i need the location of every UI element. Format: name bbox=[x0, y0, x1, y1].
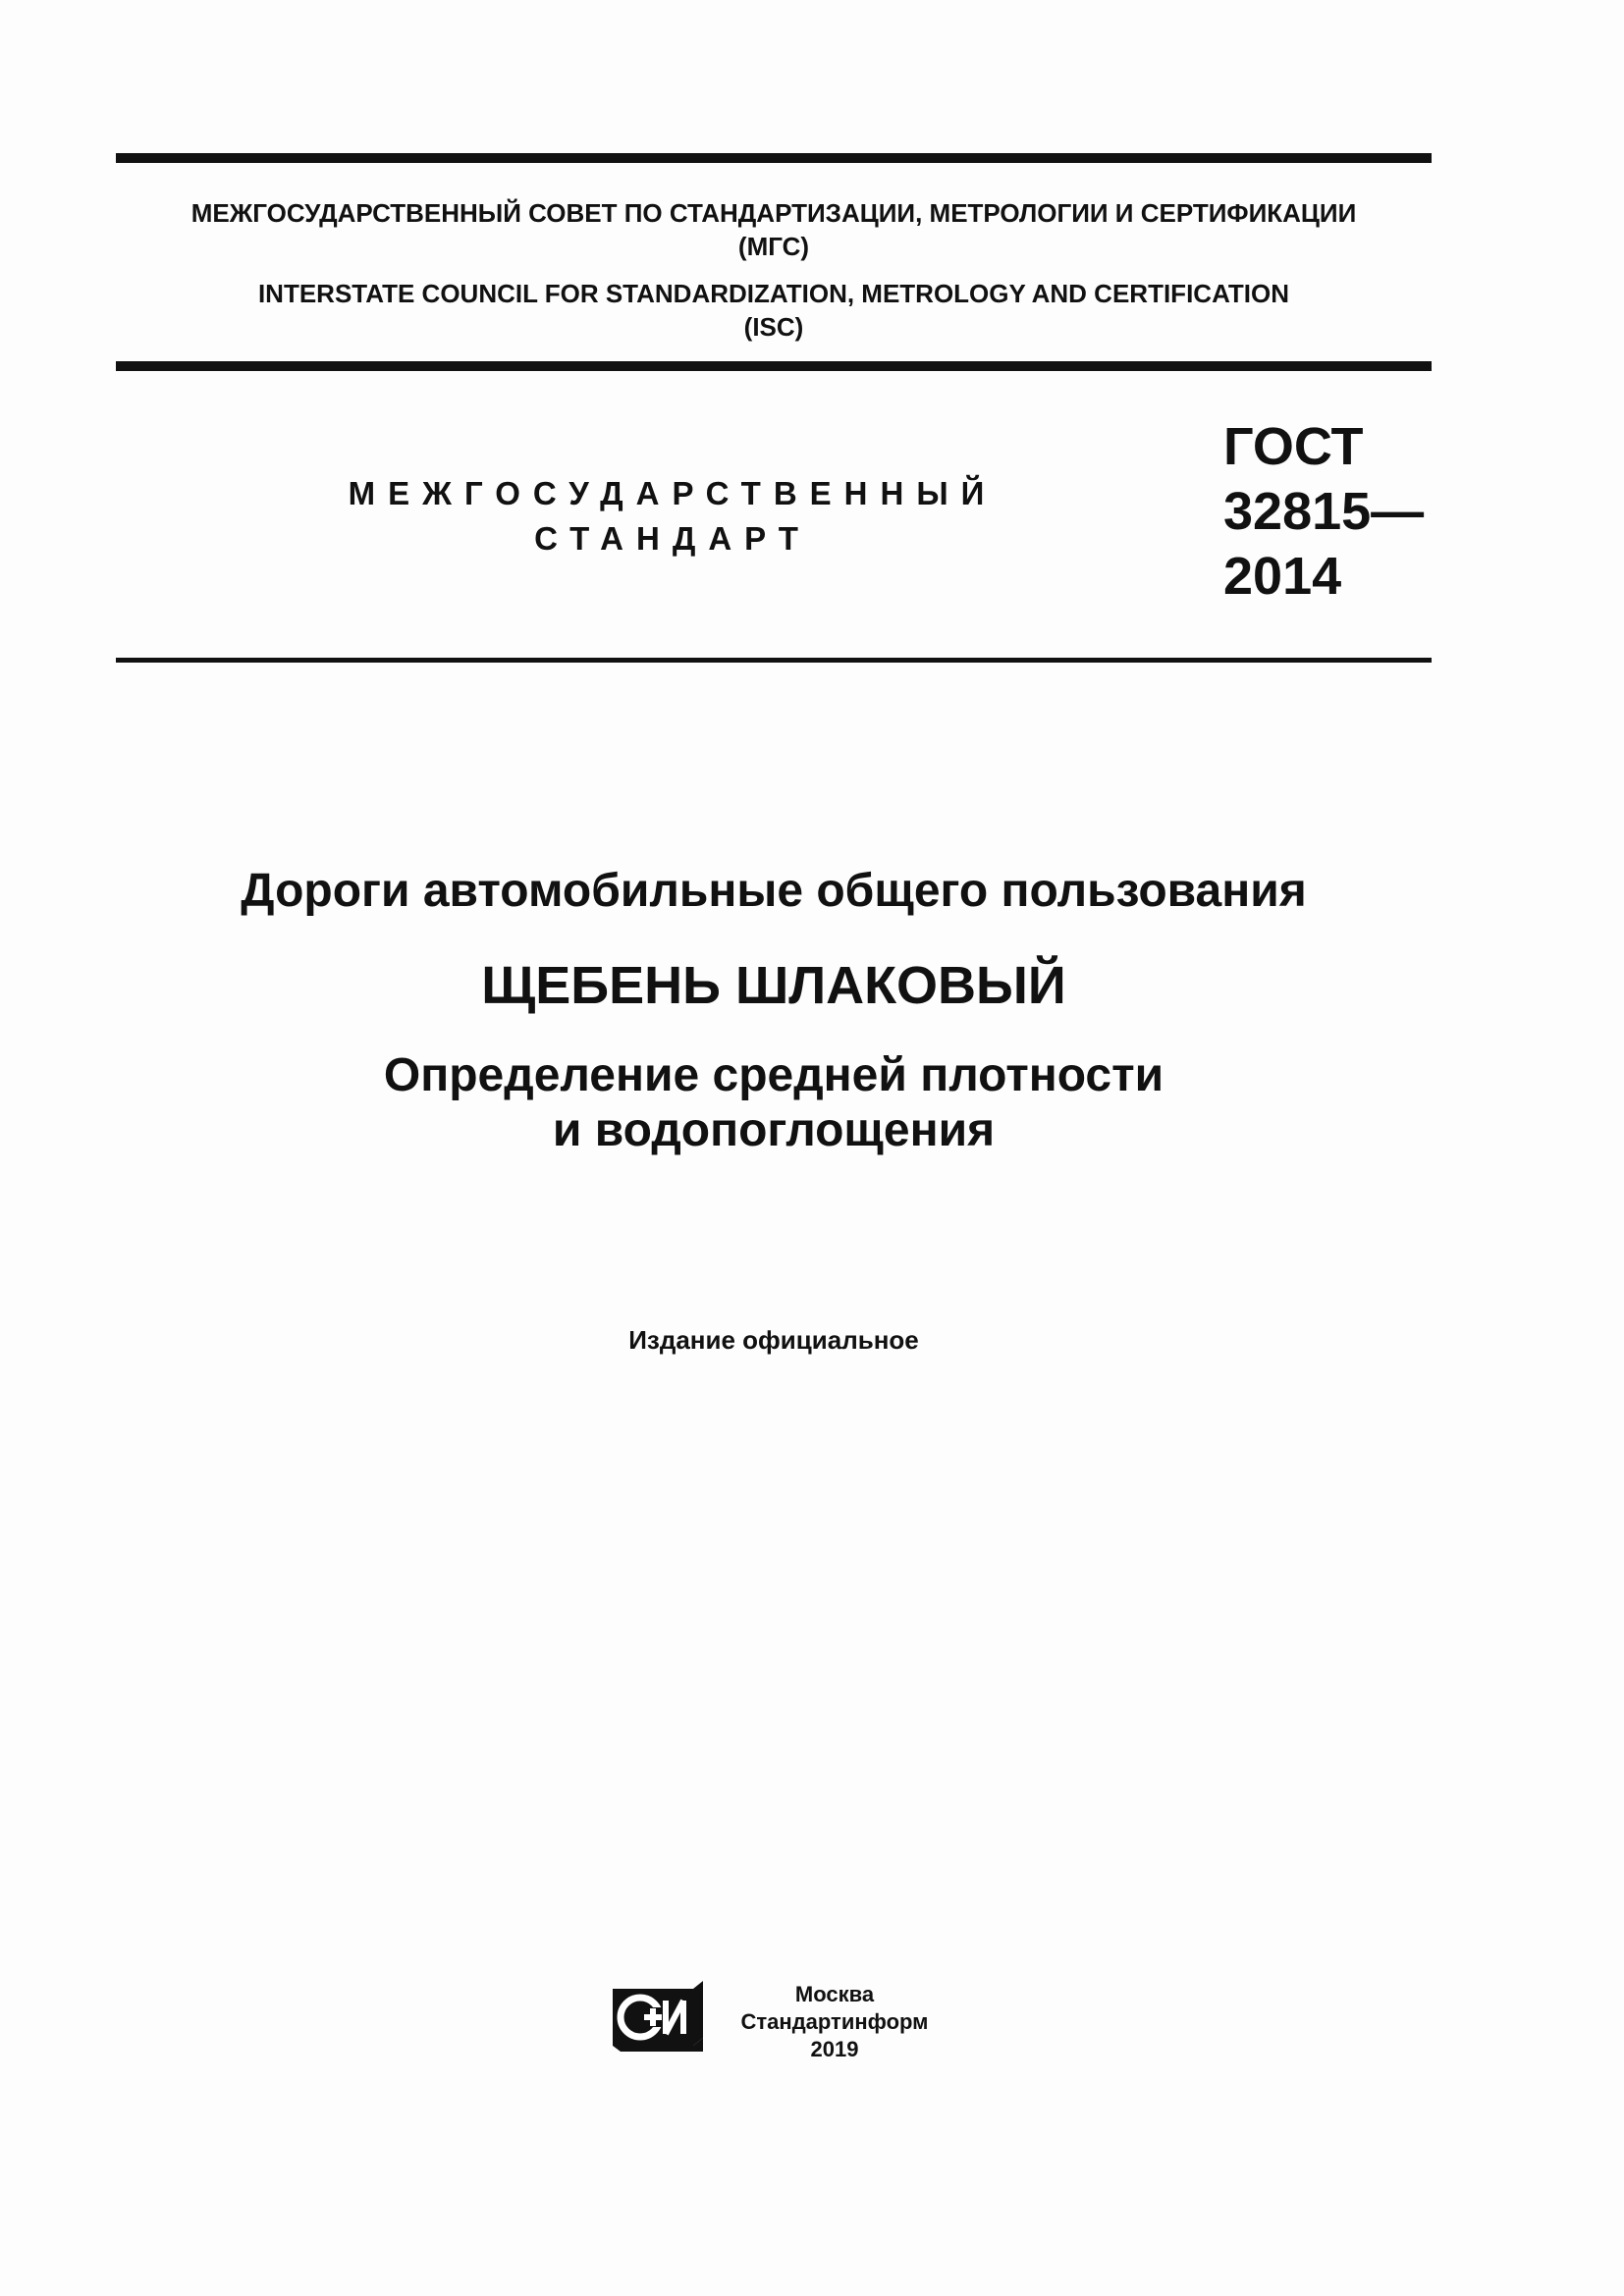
council-name-en-line1: INTERSTATE COUNCIL FOR STANDARDIZATION, METROLOGY AND CERTIFICATION bbox=[257, 279, 1290, 308]
standard-type-line1: МЕЖГОСУДАРСТВЕННЫЙ bbox=[348, 475, 998, 511]
document-title-general: Дороги автомобильные общего пользования bbox=[241, 865, 1307, 917]
document-title-sub-line2: и водопоглощения bbox=[552, 1104, 996, 1156]
council-name-en bbox=[116, 277, 1432, 344]
council-name-ru-line1: МЕЖГОСУДАРСТВЕННЫЙ СОВЕТ ПО СТАНДАРТИЗАЦИИ, МЕТРОЛОГИИ И СЕРТИФИКАЦИИ bbox=[190, 198, 1357, 228]
top-divider bbox=[116, 153, 1432, 163]
council-abbr-ru: (МГС) bbox=[737, 232, 810, 261]
gost-number: 32815— bbox=[1223, 482, 1425, 541]
council-abbr-en: (ISC) bbox=[743, 312, 804, 342]
gost-label: ГОСТ bbox=[1223, 417, 1364, 476]
standartinform-logo-icon bbox=[611, 1981, 705, 2054]
council-name-ru bbox=[116, 196, 1432, 263]
header-divider bbox=[116, 361, 1432, 371]
gost-year: 2014 bbox=[1223, 547, 1342, 606]
document-title-main: ЩЕБЕНЬ ШЛАКОВЫЙ bbox=[481, 956, 1066, 1015]
standard-type bbox=[324, 471, 1021, 561]
document-title-sub-line1: Определение средней плотности bbox=[383, 1049, 1164, 1101]
edition-label: Издание официальное bbox=[628, 1325, 919, 1355]
publisher-info bbox=[717, 1981, 952, 2063]
publisher-city: Москва bbox=[794, 1982, 875, 2006]
standard-type-line2: СТАНДАРТ bbox=[534, 520, 811, 557]
gost-designation bbox=[1223, 414, 1430, 609]
document-title-sub bbox=[116, 1048, 1432, 1158]
publisher-name: Стандартинформ bbox=[740, 2009, 929, 2034]
publication-year: 2019 bbox=[810, 2037, 859, 2061]
designation-divider bbox=[116, 658, 1432, 663]
